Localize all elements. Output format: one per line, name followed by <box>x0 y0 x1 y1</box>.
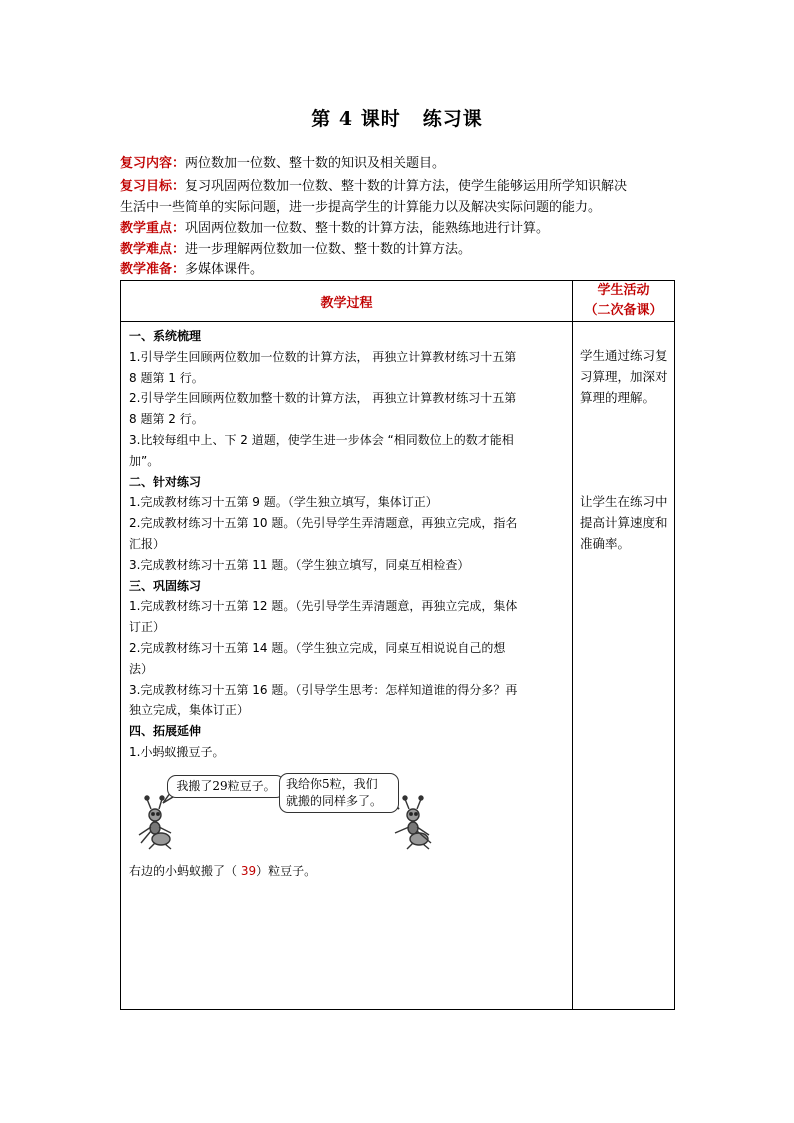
right-ant-icon <box>395 796 431 849</box>
meta-key: 复习目标 <box>120 179 173 194</box>
step-line: 法） <box>129 661 154 676</box>
step-line: 加”。 <box>129 453 160 468</box>
step-line: 2.引导学生回顾两位数加整十数的计算方法， 再独立计算教材练习十五第 <box>129 391 517 406</box>
meta-preparation <box>120 260 680 281</box>
step-line: 1.小蚂蚁搬豆子。 <box>129 744 225 759</box>
section-heading: 四、拓展延伸 <box>129 724 202 739</box>
meta-sep: ： <box>172 242 186 257</box>
activity-note-2: 让学生在练习中提高计算速度和准确率。 <box>580 494 668 551</box>
activity-cell <box>573 322 675 1010</box>
step-line: 2.完成教材练习十五第 10 题。（先引导学生弄清题意，再独立完成，指名 <box>129 516 518 531</box>
step-line: 3.完成教材练习十五第 11 题。（学生独立填写，同桌互相检查） <box>129 557 470 572</box>
speech-bubble-right <box>279 773 399 813</box>
bubble-right-text-1: 我给你5粒，我们 <box>286 776 378 791</box>
meta-sep: ： <box>172 262 186 277</box>
step-line: 1.完成教材练习十五第 12 题。（先引导学生弄清题意，再独立完成，集体 <box>129 599 518 614</box>
step-line: 8 题第 2 行。 <box>129 412 204 427</box>
answer-value: 39 <box>237 863 257 878</box>
step-line: 1.完成教材练习十五第 9 题。（学生独立填写，集体订正） <box>129 495 438 510</box>
title-part1: 第 4 课时 <box>311 108 401 130</box>
header-activity <box>573 281 675 322</box>
meta-value-cont: 生活中一些简单的实际问题，进一步提高学生的计算能力以及解决实际问题的能力。 <box>120 199 602 215</box>
meta-key: 教学准备 <box>120 262 173 277</box>
speech-bubble-left <box>167 775 285 798</box>
answer-suffix: ）粒豆子。 <box>256 863 317 878</box>
step-line: 1.引导学生回顾两位数加一位数的计算方法， 再独立计算教材练习十五第 <box>129 349 517 364</box>
lesson-table <box>120 280 675 1010</box>
meta-review-content <box>120 154 680 175</box>
step-line: 3.完成教材练习十五第 16 题。（引导学生思考：怎样知道谁的得分多？再 <box>129 682 518 697</box>
step-line: 3.比较每组中上、下 2 道题，使学生进一步体会 “相同数位上的数才能相 <box>129 432 514 447</box>
meta-review-goal <box>120 177 680 218</box>
meta-value: 多媒体课件。 <box>185 262 264 277</box>
section-heading: 三、巩固练习 <box>129 578 202 593</box>
meta-value: 巩固两位数加一位数、整十数的计算方法，能熟练地进行计算。 <box>185 221 550 236</box>
answer-line <box>129 861 564 882</box>
ant-illustration <box>129 769 564 857</box>
title-part2: 练习课 <box>422 108 483 130</box>
step-line: 2.完成教材练习十五第 14 题。（学生独立完成，同桌互相说说自己的想 <box>129 640 506 655</box>
page-title <box>0 104 794 131</box>
meta-value: 复习巩固两位数加一位数、整十数的计算方法，使学生能够运用所学知识解决 <box>185 179 628 194</box>
header-process: 教学过程 <box>121 281 573 322</box>
meta-sep: ： <box>172 179 186 194</box>
header-activity-l2: （二次备课） <box>584 303 663 318</box>
section-heading: 一、系统梳理 <box>129 329 202 343</box>
meta-key: 复习内容 <box>120 156 173 171</box>
section-heading: 二、针对练习 <box>129 474 202 489</box>
step-line: 8 题第 1 行。 <box>129 370 204 385</box>
step-line: 独立完成，集体订正） <box>129 703 250 718</box>
header-activity-l1: 学生活动 <box>597 283 650 298</box>
step-line: 订正） <box>129 620 166 635</box>
bubble-left-text: 我搬了29粒豆子。 <box>176 778 276 793</box>
left-ant-icon <box>139 796 171 849</box>
step-line: 汇报） <box>129 536 166 551</box>
meta-difficulty <box>120 240 680 261</box>
meta-sep: ： <box>172 156 186 171</box>
meta-key: 教学难点 <box>120 242 173 257</box>
meta-value: 两位数加一位数、整十数的知识及相关题目。 <box>185 156 446 171</box>
meta-key-point <box>120 219 680 240</box>
answer-prefix: 右边的小蚂蚁搬了（ <box>129 863 238 878</box>
bubble-right-text-2: 就搬的同样多了。 <box>286 793 383 808</box>
activity-note-1: 学生通过练习复习算理，加深对算理的理解。 <box>580 348 668 405</box>
meta-sep: ： <box>172 221 186 236</box>
process-cell <box>121 322 573 1010</box>
meta-value: 进一步理解两位数加一位数、整十数的计算方法。 <box>185 242 472 257</box>
meta-key: 教学重点 <box>120 221 173 236</box>
